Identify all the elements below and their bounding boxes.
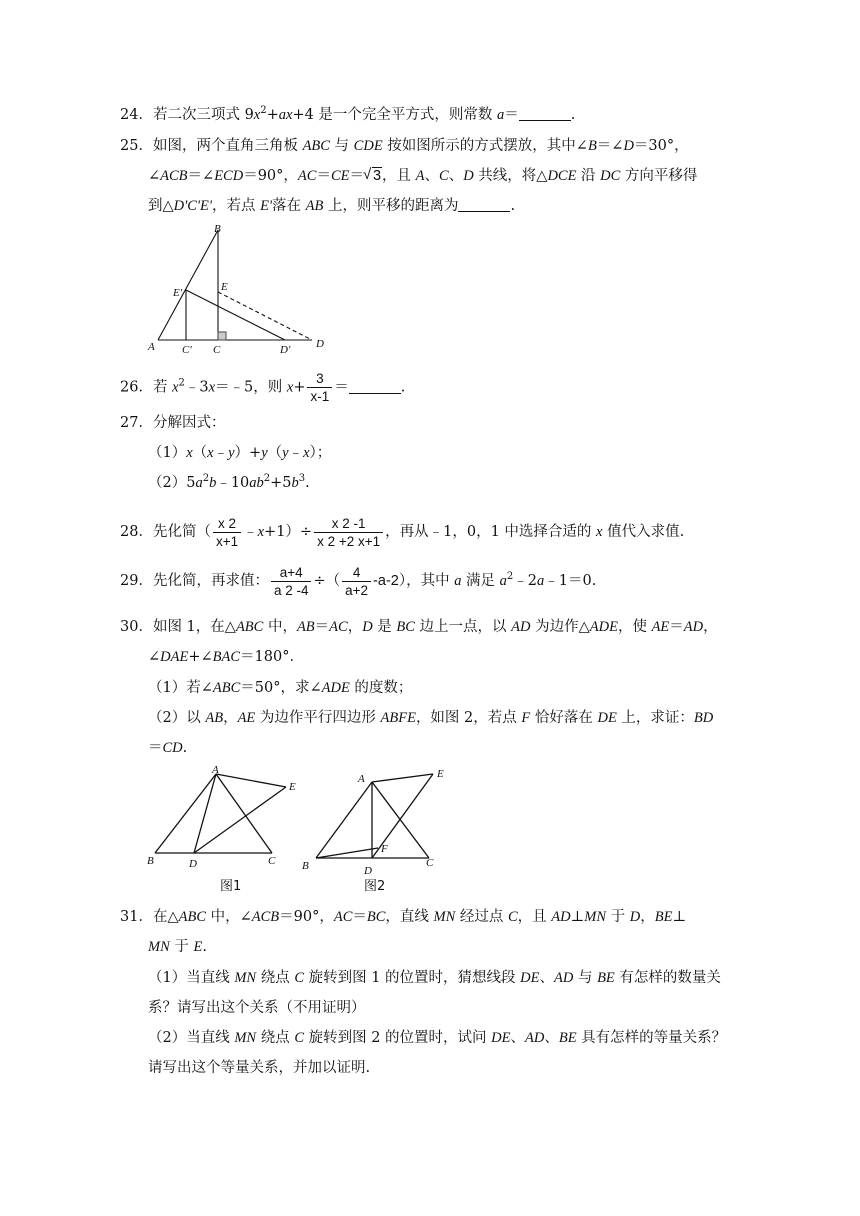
question-24: 24．若二次三项式 $9x^2+ax+4$ 是一个完全平方式，则常数 a＝ . [120,105,576,123]
fig2-label-D: D [364,865,372,877]
label-C: C [213,344,221,356]
figure-1-triangle [140,762,310,892]
label-B: B [214,223,221,235]
answer-blank [458,197,510,212]
question-25-line1: 25．如图，两个直角三角板 ABC 与 CDE 按如图所示的方式摆放，其中∠B＝∠D＝30°， [120,138,689,154]
question-29: 29．先化简，再求值： $\frac{a+4}{a 2 -4}$ ÷（ $\frac{4}{a+2}$ -a-2），其中 a 满足 $a^2﹣2a﹣1=0$. [120,564,597,598]
label-D: D [316,338,324,350]
fig1-label-D: D [189,858,197,870]
fig2-label-A: A [358,773,365,785]
question-28: 28．先化简（ $\frac{x 2}{x+1}$ ﹣x+1）÷ $\frac{x 2 -1}{x 2 +2 x+1}$ ，再从﹣1，0，1 中选择合适的 x 值代入求值. [120,515,685,549]
question-27-part2: $(2)5a^2b﹣10ab^2+5b^3$. [148,473,310,491]
question-25-line2: ∠ACB＝∠ECD＝90°，AC＝CE＝ √ 3，且 A、C、D 共线，将△DCE 沿 DC 方向平移得 [148,166,698,184]
fraction-4-over-a+2: $\frac{4}{a+2}$ [342,564,371,599]
question-27-part1: （1）x（x﹣y）+y（y﹣x）； [148,445,332,461]
question-31-part1-cont: 系？请写出这个关系（不用证明） [148,1000,366,1016]
fig1-label-B: B [147,855,154,867]
answer-blank [349,379,401,394]
fig1-label-E: E [289,781,296,793]
question-31-part2: （2）当直线 MN 绕点 C 旋转到图 2 的位置时，试问 DE、AD、BE 具有怎样的等量关系？ [148,1030,727,1046]
question-31-line2: MN 于 E. [148,939,207,955]
sqrt-3: √ 3 [362,166,382,184]
question-31-line1: 31．在△ABC 中，∠ACB＝90°，AC＝BC，直线 MN 经过点 C，且 AD⊥MN 于 D，BE⊥ [120,909,687,925]
label-C-prime: C' [182,344,192,356]
fraction-a+4-over-a2-4: $\frac{a+4}{a 2 -4}$ [271,564,312,599]
fig2-label-C: C [426,857,434,869]
figure-2-parallelogram [298,762,468,892]
fraction-x2-over-x+1: $\frac{x 2}{x+1}$ [213,515,241,550]
label-E-prime: E' [173,287,183,299]
question-30-line2: ∠DAE+∠BAC＝180°． [148,649,304,665]
fig1-label-A: A [212,764,219,776]
question-30-part2-cont: ＝CD. [148,740,188,756]
fig2-label-E: E [437,768,444,780]
fig2-label-B: B [302,860,309,872]
fig2-label-F: F [381,843,388,855]
answer-blank [519,106,571,121]
label-A: A [148,341,155,353]
question-30-part1: （1）若∠ABC＝50°，求∠ADE 的度数； [148,680,413,696]
question-30-line1: 30．如图 1，在△ABC 中，AB＝AC，D 是 BC 边上一点，以 AD 为边作△ADE，使 AE＝AD， [120,619,718,635]
figure-q25-triangles [140,222,340,357]
fraction-3-over-x-1: $\frac{3}{x-1}$ [307,370,332,405]
question-31-part2-cont: 请写出这个等量关系，并加以证明. [148,1060,371,1076]
question-30-part2: （2）以 AB，AE 为边作平行四边形 ABFE，如图 2，若点 F 恰好落在 DE 上，求证：BD [148,710,714,726]
fig1-caption: 图1 [220,879,242,894]
question-25-line3: 到△D'C'E'，若点 E'落在 AB 上，则平移的距离为 . [148,198,516,214]
question-27: 27．分解因式： [120,415,226,431]
fig2-caption: 图2 [364,879,386,894]
question-26: 26．若 $x^2﹣3x=﹣5$，则 x+ $\frac{3}{x-1}$ ＝ . [120,371,406,404]
label-D-prime: D' [280,344,291,356]
question-31-part1: （1）当直线 MN 绕点 C 旋转到图 1 的位置时，猜想线段 DE、AD 与 BE 有怎样的数量关 [148,970,721,986]
label-E: E [221,281,228,293]
fraction-x2-1-over-x2+2x+1: $\frac{x 2 -1}{x 2 +2 x+1}$ [314,515,383,550]
fig1-label-C: C [268,855,276,867]
